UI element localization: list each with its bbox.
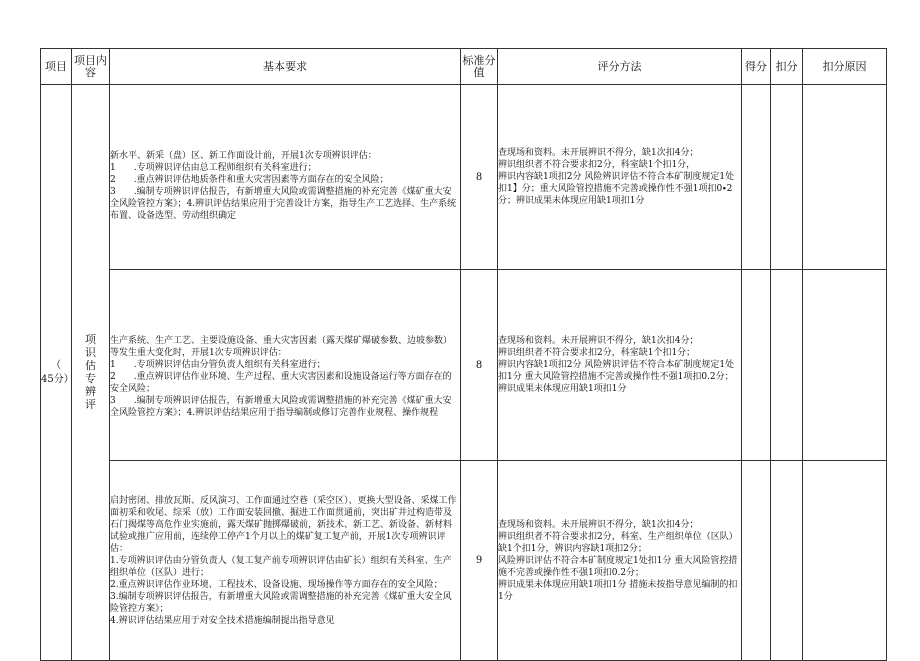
method-line: 辨识成果未体现应用缺1项扣1分 措施未按指导意见编制的扣1分 (498, 579, 738, 602)
standard-score-cell: 8 (461, 85, 498, 270)
requirements-cell (110, 461, 461, 661)
scoring-table (40, 48, 887, 661)
method-cell (498, 461, 742, 661)
requirement-line: 3 .编制专项辨识评估报告，有新增重大风险或需调整措施的补充完善《煤矿重大安全风险管控方案》；4.辨识评估结果应用于指导编制或修订完善作业规程、操作规程 (110, 396, 452, 418)
table-row (41, 461, 887, 661)
requirement-line: 2 .重点辨识评估作业环境、生产过程、重大灾害因素和设施设备运行等方面存在的安全风险； (110, 372, 452, 394)
requirement-line: 1 .专项辨识评估由分管负责人组织有关科室进行； (110, 360, 326, 370)
standard-score-cell: 8 (461, 270, 498, 461)
deduction-cell[interactable] (771, 85, 803, 270)
requirement-line: 生产系统、生产工艺、主要设施设备、重大灾害因素（露天煤矿爆破参数、边坡参数）等发生重大变化时，开展1次专项辨识评估： (110, 336, 453, 358)
method-cell (498, 85, 742, 270)
reason-cell[interactable] (803, 270, 887, 461)
header-standard-score: 标准分值 (461, 49, 498, 85)
method-line: 风险辨识评估不符合本矿制度规定1处扣1分 重大风险管控措施不完善或操作性不强1项扣0.2分； (498, 555, 738, 578)
method-line: 查现场和资料。未开展辨识不得分，缺1次扣4分； (498, 336, 699, 346)
deduction-cell[interactable] (771, 270, 803, 461)
header-item: 项目 (41, 49, 72, 85)
method-line: 辨识组织者不符合要求扣2分，科室缺1个扣1分； (498, 348, 696, 358)
table-row (41, 270, 887, 461)
method-line: 辨识内容缺1项扣2分 风险辨识评估不符合本矿制度规定1处扣1分 重大风险管控措施不完善或操作性不强1项扣0.2分；辨识成果未体现应用缺1项扣1分 (498, 360, 735, 394)
content-cell (72, 85, 110, 661)
got-score-cell[interactable] (742, 85, 771, 270)
item-paren: （ (51, 359, 61, 371)
requirement-line: 3 .编制专项辨识评估报告，有新增重大风险或需调整措施的补充完善《煤矿重大安全风险管控方案》；4.辨识评估结果应用于完善设计方案，指导生产工艺选择、生产系统布置、设备选型、劳动组织确定 (110, 187, 457, 221)
item-cell (41, 85, 72, 661)
requirement-line: 1 .专项辨识评估由总工程师组织有关科室进行； (110, 163, 317, 173)
reason-cell[interactable] (803, 461, 887, 661)
standard-score-cell: 9 (461, 461, 498, 661)
requirement-line: 2 .重点辨识评估地质条件和重大灾害因素等方面存在的安全风险； (110, 175, 389, 185)
header-requirements: 基本要求 (110, 49, 461, 85)
method-line: 辨识组织者不符合要求扣2分，科室、生产组织单位（区队）缺1个扣1分，辨识内容缺1项扣2分； (498, 531, 738, 554)
requirement-line: 3.编制专项辨识评估报告，有新增重大风险或需调整措施的补充完善《煤矿重大安全风险管控方案》； (110, 591, 452, 614)
requirements-cell (110, 270, 461, 461)
header-method: 评分方法 (498, 49, 742, 85)
requirement-line: 启封密闭、排放瓦斯、反风演习、工作面通过空巷（采空区）、更换大型设备、采煤工作面初采和收尾、综采（放）工作面安装回撤、掘进工作面贯通前，突出矿井过构造带及石门揭煤等高危作业实施前，露天煤矿抛掷爆破前，新技术、新工艺、新设备、新材料试验或推广应用前，连续停工停产1个月以上的煤矿复工复产前，开展1次专项辨识评估： (110, 495, 457, 554)
method-cell (498, 270, 742, 461)
requirements-cell (110, 85, 461, 270)
got-score-cell[interactable] (742, 270, 771, 461)
header-got-score: 得分 (742, 49, 771, 85)
requirement-line: 4.辨识评估结果应用于对安全技术措施编制提出指导意见 (110, 615, 335, 626)
requirement-line: 2.重点辨识评估作业环境、工程技术、设备设施、现场操作等方面存在的安全风险； (110, 579, 443, 590)
deduction-cell[interactable] (771, 461, 803, 661)
method-line: 查现场和资料。未开展辨识不得分，缺1次扣4分； (498, 148, 699, 158)
item-score-label: 45分） (41, 373, 74, 385)
reason-cell[interactable] (803, 85, 887, 270)
header-reason: 扣分原因 (803, 49, 887, 85)
table-row (41, 85, 887, 270)
header-deduction: 扣分 (771, 49, 803, 85)
requirement-line: 新水平、新采（盘）区、新工作面设计前，开展1次专项辨识评估： (110, 151, 377, 161)
got-score-cell[interactable] (742, 461, 771, 661)
method-line: 辨识内容缺1项扣2分 风险辨识评估不符合本矿制度规定1处扣1】分；重大风险管控措施不完善或操作性不强1项扣0∙2分；辨识成果未体现应用缺1项扣1分 (498, 172, 735, 206)
method-line: 查现场和资料。未开展辨识不得分，缺1次扣4分； (498, 519, 699, 530)
header-row (41, 49, 887, 85)
header-content: 项目内容 (72, 49, 110, 85)
method-line: 辨识组织者不符合要求扣2分，科室缺1个扣1分， (498, 160, 696, 170)
requirement-line: 1.专项辨识评估由分管负责人（复工复产前专项辨识评估由矿长）组织有关科室、生产组织单位（区队）进行； (110, 555, 452, 578)
content-label: 项识估专辨评 (85, 333, 96, 411)
